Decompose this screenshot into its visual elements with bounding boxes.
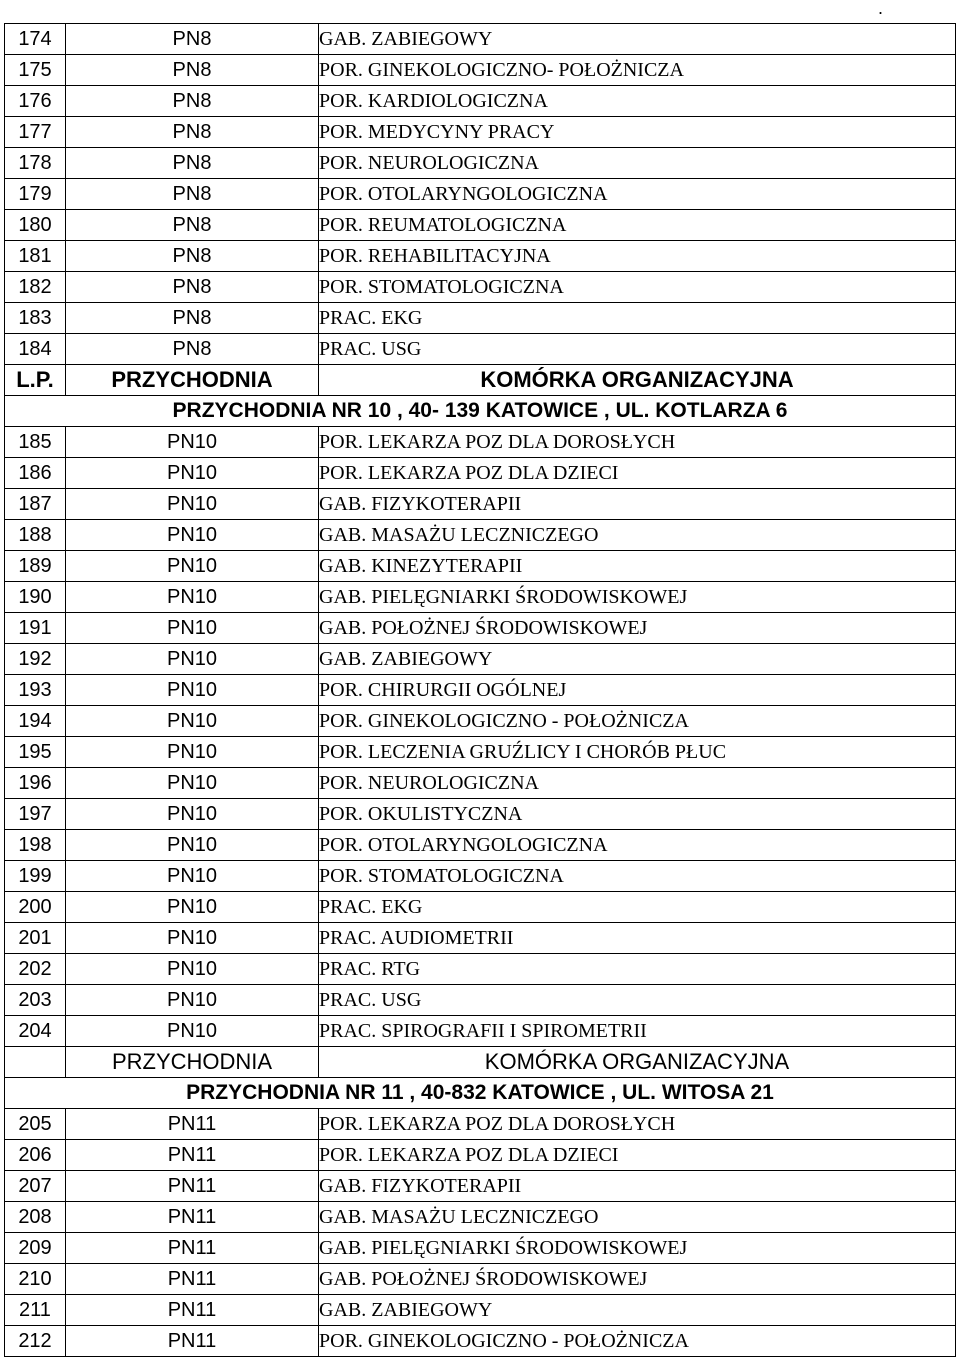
clinic-address: PRZYCHODNIA NR 11 , 40-832 KATOWICE , UL. WITOSA 21 — [5, 1078, 956, 1109]
row-number: 191 — [5, 613, 66, 644]
row-number: 186 — [5, 458, 66, 489]
unit-name: POR. STOMATOLOGICZNA — [319, 272, 956, 303]
corner-mark: . — [878, 0, 884, 18]
row-number: 201 — [5, 923, 66, 954]
row-number: 200 — [5, 892, 66, 923]
clinic-code: PN10 — [66, 551, 319, 582]
table-row — [5, 117, 956, 148]
header-row-number: L.P. — [5, 365, 66, 396]
clinic-code: PN11 — [66, 1326, 319, 1357]
clinic-code: PN8 — [66, 86, 319, 117]
clinic-code: PN8 — [66, 241, 319, 272]
clinic-code: PN11 — [66, 1171, 319, 1202]
unit-name: PRAC. AUDIOMETRII — [319, 923, 956, 954]
row-number: 212 — [5, 1326, 66, 1357]
table-row — [5, 1264, 956, 1295]
unit-name: GAB. ZABIEGOWY — [319, 1295, 956, 1326]
row-number: 178 — [5, 148, 66, 179]
clinic-code: PN10 — [66, 799, 319, 830]
row-number: 187 — [5, 489, 66, 520]
table-row — [5, 427, 956, 458]
unit-name: POR. GINEKOLOGICZNO - POŁOŻNICZA — [319, 706, 956, 737]
row-number: 180 — [5, 210, 66, 241]
row-number: 202 — [5, 954, 66, 985]
clinic-code: PN11 — [66, 1140, 319, 1171]
clinic-code: PN10 — [66, 458, 319, 489]
unit-name: GAB. POŁOŻNEJ ŚRODOWISKOWEJ — [319, 613, 956, 644]
clinic-code: PN10 — [66, 1016, 319, 1047]
unit-name: POR. LEKARZA POZ DLA DZIECI — [319, 458, 956, 489]
table-row — [5, 830, 956, 861]
table-row — [5, 148, 956, 179]
row-number: 192 — [5, 644, 66, 675]
row-number: 211 — [5, 1295, 66, 1326]
table-row — [5, 55, 956, 86]
row-number: 194 — [5, 706, 66, 737]
clinic-code: PN10 — [66, 737, 319, 768]
row-number: 209 — [5, 1233, 66, 1264]
unit-name: GAB. ZABIEGOWY — [319, 644, 956, 675]
table-row — [5, 892, 956, 923]
table-row — [5, 1326, 956, 1357]
row-number: 197 — [5, 799, 66, 830]
clinic-code: PN8 — [66, 117, 319, 148]
header-clinic-code: PRZYCHODNIA — [66, 1047, 319, 1078]
unit-name: GAB. ZABIEGOWY — [319, 24, 956, 55]
clinic-code: PN8 — [66, 334, 319, 365]
unit-name: POR. STOMATOLOGICZNA — [319, 861, 956, 892]
table-row — [5, 458, 956, 489]
clinic-code: PN10 — [66, 427, 319, 458]
row-number: 174 — [5, 24, 66, 55]
clinic-code: PN8 — [66, 24, 319, 55]
unit-name: POR. LEKARZA POZ DLA DOROSŁYCH — [319, 1109, 956, 1140]
row-number: 206 — [5, 1140, 66, 1171]
table-row — [5, 706, 956, 737]
clinic-code: PN10 — [66, 861, 319, 892]
unit-name: POR. OTOLARYNGOLOGICZNA — [319, 179, 956, 210]
table-row — [5, 489, 956, 520]
table-body — [5, 24, 956, 1357]
column-header-row — [5, 1047, 956, 1078]
clinic-units-table — [4, 23, 956, 1357]
unit-name: POR. NEUROLOGICZNA — [319, 148, 956, 179]
clinic-address: PRZYCHODNIA NR 10 , 40- 139 KATOWICE , UL. KOTLARZA 6 — [5, 396, 956, 427]
row-number: 203 — [5, 985, 66, 1016]
clinic-code: PN10 — [66, 489, 319, 520]
unit-name: GAB. FIZYKOTERAPII — [319, 489, 956, 520]
unit-name: POR. REUMATOLOGICZNA — [319, 210, 956, 241]
unit-name: PRAC. USG — [319, 985, 956, 1016]
table-row — [5, 985, 956, 1016]
table-row — [5, 954, 956, 985]
table-row — [5, 520, 956, 551]
clinic-address-row — [5, 1078, 956, 1109]
table-row — [5, 1295, 956, 1326]
header-unit-name: KOMÓRKA ORGANIZACYJNA — [319, 1047, 956, 1078]
unit-name: PRAC. USG — [319, 334, 956, 365]
column-header-row — [5, 365, 956, 396]
table-row — [5, 210, 956, 241]
row-number: 193 — [5, 675, 66, 706]
unit-name: GAB. POŁOŻNEJ ŚRODOWISKOWEJ — [319, 1264, 956, 1295]
table-row — [5, 1202, 956, 1233]
row-number: 177 — [5, 117, 66, 148]
table-row — [5, 768, 956, 799]
table-row — [5, 923, 956, 954]
unit-name: PRAC. RTG — [319, 954, 956, 985]
header-row-number — [5, 1047, 66, 1078]
row-number: 208 — [5, 1202, 66, 1233]
clinic-code: PN10 — [66, 768, 319, 799]
row-number: 185 — [5, 427, 66, 458]
clinic-code: PN10 — [66, 582, 319, 613]
clinic-code: PN10 — [66, 892, 319, 923]
unit-name: PRAC. EKG — [319, 892, 956, 923]
table-row — [5, 241, 956, 272]
clinic-code: PN11 — [66, 1109, 319, 1140]
table-row — [5, 644, 956, 675]
unit-name: POR. NEUROLOGICZNA — [319, 768, 956, 799]
clinic-code: PN10 — [66, 830, 319, 861]
row-number: 199 — [5, 861, 66, 892]
table-row — [5, 799, 956, 830]
table-row — [5, 24, 956, 55]
unit-name: PRAC. EKG — [319, 303, 956, 334]
table-row — [5, 179, 956, 210]
clinic-code: PN8 — [66, 303, 319, 334]
row-number: 179 — [5, 179, 66, 210]
row-number: 210 — [5, 1264, 66, 1295]
row-number: 195 — [5, 737, 66, 768]
row-number: 188 — [5, 520, 66, 551]
row-number: 204 — [5, 1016, 66, 1047]
clinic-code: PN8 — [66, 148, 319, 179]
unit-name: GAB. PIELĘGNIARKI ŚRODOWISKOWEJ — [319, 1233, 956, 1264]
row-number: 184 — [5, 334, 66, 365]
header-unit-name: KOMÓRKA ORGANIZACYJNA — [319, 365, 956, 396]
row-number: 183 — [5, 303, 66, 334]
unit-name: POR. LEKARZA POZ DLA DZIECI — [319, 1140, 956, 1171]
clinic-code: PN11 — [66, 1202, 319, 1233]
table-row — [5, 737, 956, 768]
unit-name: POR. REHABILITACYJNA — [319, 241, 956, 272]
unit-name: GAB. MASAŻU LECZNICZEGO — [319, 520, 956, 551]
unit-name: GAB. PIELĘGNIARKI ŚRODOWISKOWEJ — [319, 582, 956, 613]
table-row — [5, 334, 956, 365]
clinic-code: PN10 — [66, 613, 319, 644]
row-number: 207 — [5, 1171, 66, 1202]
row-number: 181 — [5, 241, 66, 272]
table-row — [5, 675, 956, 706]
clinic-code: PN10 — [66, 985, 319, 1016]
clinic-code: PN11 — [66, 1295, 319, 1326]
table-row — [5, 303, 956, 334]
clinic-code: PN10 — [66, 644, 319, 675]
clinic-code: PN11 — [66, 1264, 319, 1295]
unit-name: POR. GINEKOLOGICZNO- POŁOŻNICZA — [319, 55, 956, 86]
clinic-code: PN10 — [66, 675, 319, 706]
table-row — [5, 582, 956, 613]
table-row — [5, 551, 956, 582]
clinic-code: PN10 — [66, 954, 319, 985]
table-row — [5, 1140, 956, 1171]
header-clinic-code: PRZYCHODNIA — [66, 365, 319, 396]
unit-name: POR. MEDYCYNY PRACY — [319, 117, 956, 148]
row-number: 189 — [5, 551, 66, 582]
row-number: 190 — [5, 582, 66, 613]
row-number: 176 — [5, 86, 66, 117]
unit-name: POR. KARDIOLOGICZNA — [319, 86, 956, 117]
clinic-code: PN10 — [66, 520, 319, 551]
unit-name: POR. CHIRURGII OGÓLNEJ — [319, 675, 956, 706]
clinic-code: PN8 — [66, 272, 319, 303]
unit-name: GAB. KINEZYTERAPII — [319, 551, 956, 582]
clinic-code: PN8 — [66, 210, 319, 241]
row-number: 182 — [5, 272, 66, 303]
unit-name: PRAC. SPIROGRAFII I SPIROMETRII — [319, 1016, 956, 1047]
table-row — [5, 86, 956, 117]
unit-name: POR. GINEKOLOGICZNO - POŁOŻNICZA — [319, 1326, 956, 1357]
clinic-code: PN8 — [66, 55, 319, 86]
row-number: 198 — [5, 830, 66, 861]
table-row — [5, 1171, 956, 1202]
row-number: 175 — [5, 55, 66, 86]
table-row — [5, 1233, 956, 1264]
unit-name: POR. LEKARZA POZ DLA DOROSŁYCH — [319, 427, 956, 458]
table-row — [5, 613, 956, 644]
table-row — [5, 272, 956, 303]
clinic-address-row — [5, 396, 956, 427]
unit-name: GAB. MASAŻU LECZNICZEGO — [319, 1202, 956, 1233]
table-row — [5, 1109, 956, 1140]
clinic-code: PN11 — [66, 1233, 319, 1264]
row-number: 205 — [5, 1109, 66, 1140]
clinic-code: PN8 — [66, 179, 319, 210]
unit-name: GAB. FIZYKOTERAPII — [319, 1171, 956, 1202]
unit-name: POR. LECZENIA GRUŹLICY I CHORÓB PŁUC — [319, 737, 956, 768]
row-number: 196 — [5, 768, 66, 799]
table-row — [5, 1016, 956, 1047]
clinic-code: PN10 — [66, 923, 319, 954]
unit-name: POR. OTOLARYNGOLOGICZNA — [319, 830, 956, 861]
table-row — [5, 861, 956, 892]
unit-name: POR. OKULISTYCZNA — [319, 799, 956, 830]
clinic-code: PN10 — [66, 706, 319, 737]
